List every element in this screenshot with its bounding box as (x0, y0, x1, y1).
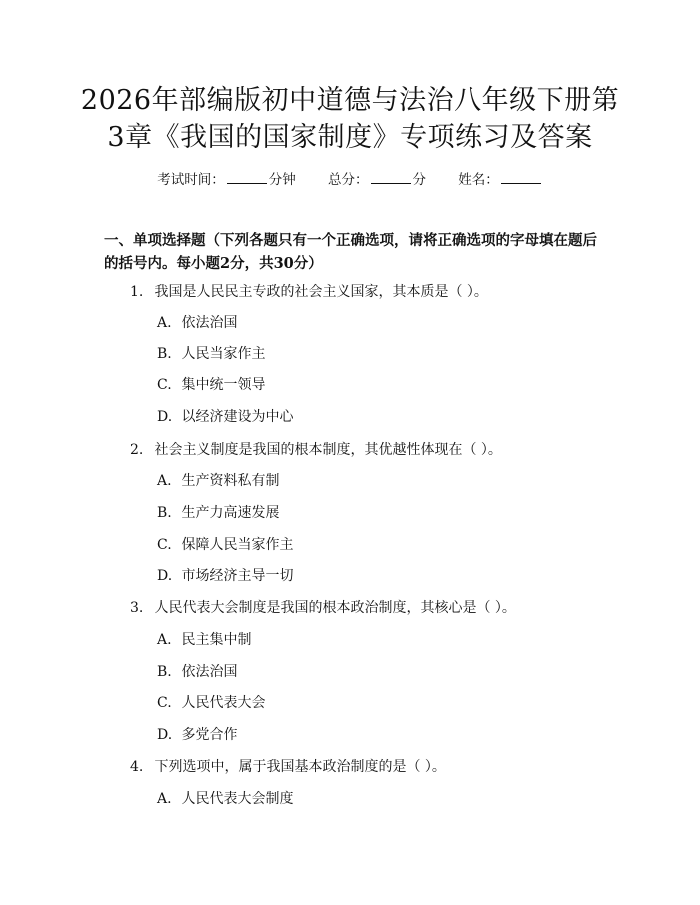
option-text: 以经济建设为中心 (181, 409, 294, 425)
question-3-option-d (157, 725, 237, 745)
question-4 (130, 757, 446, 777)
student-name-blank (501, 169, 541, 184)
question-2 (130, 440, 502, 460)
option-letter: D. (157, 568, 173, 584)
option-letter: B. (157, 346, 172, 362)
question-1-option-b (157, 344, 265, 364)
option-text: 市场经济主导一切 (181, 568, 294, 584)
question-1 (130, 282, 488, 302)
total-score-label: 总分： (328, 172, 369, 188)
option-text: 人民代表大会制度 (181, 791, 294, 807)
question-text: 我国是人民民主专政的社会主义国家，其本质是（ ）。 (154, 284, 488, 300)
question-3-option-c (157, 693, 265, 713)
option-text: 多党合作 (181, 727, 238, 743)
option-text: 生产资料私有制 (181, 473, 280, 489)
student-name-field (458, 169, 543, 190)
question-number: 4. (130, 759, 144, 775)
exam-time-blank (227, 169, 267, 184)
question-3-option-a (157, 630, 251, 650)
option-letter: A. (157, 632, 172, 648)
option-letter: B. (157, 664, 172, 680)
document-title-line-2: 3章《我国的国家制度》专项练习及答案 (107, 122, 593, 153)
question-4-option-a (157, 789, 293, 809)
total-score-unit: 分 (412, 172, 426, 188)
option-text: 人民代表大会 (181, 695, 266, 711)
student-name-label: 姓名： (458, 172, 499, 188)
question-number: 2. (130, 442, 144, 458)
option-letter: C. (157, 537, 172, 553)
question-1-option-c (157, 375, 265, 395)
question-3-option-b (157, 662, 237, 682)
document-title-line-1: 2026年部编版初中道德与法治八年级下册第 (80, 85, 620, 116)
question-2-option-b (157, 503, 279, 523)
total-score-field (328, 169, 426, 190)
option-text: 集中统一领导 (181, 377, 266, 393)
question-text: 下列选项中，属于我国基本政治制度的是（ ）。 (154, 759, 446, 775)
exam-time-label: 考试时间： (157, 172, 225, 188)
option-text: 依法治国 (181, 664, 238, 680)
exam-time-field (157, 169, 296, 190)
option-letter: A. (157, 473, 172, 489)
option-text: 依法治国 (181, 315, 238, 331)
question-3 (130, 598, 516, 618)
question-number: 3. (130, 600, 144, 616)
option-letter: D. (157, 409, 173, 425)
option-letter: D. (157, 727, 173, 743)
question-2-option-d (157, 566, 293, 586)
option-text: 人民当家作主 (181, 346, 266, 362)
question-1-option-a (157, 313, 237, 333)
exam-time-unit: 分钟 (268, 172, 296, 188)
question-text: 人民代表大会制度是我国的根本政治制度，其核心是（ ）。 (154, 600, 516, 616)
question-2-option-c (157, 535, 293, 555)
option-letter: B. (157, 505, 172, 521)
question-2-option-a (157, 471, 279, 491)
total-score-blank (371, 169, 411, 184)
option-letter: C. (157, 377, 172, 393)
exam-info-line (0, 169, 700, 190)
option-text: 保障人民当家作主 (181, 537, 294, 553)
option-letter: C. (157, 695, 172, 711)
option-letter: A. (157, 315, 172, 331)
question-number: 1. (130, 284, 144, 300)
question-1-option-d (157, 407, 293, 427)
option-text: 生产力高速发展 (181, 505, 280, 521)
section-heading: 一、单项选择题（下列各题只有一个正确选项，请将正确选项的字母填在题后的括号内。每小题2分，共30分） (104, 232, 597, 272)
option-letter: A. (157, 791, 172, 807)
question-text: 社会主义制度是我国的根本制度，其优越性体现在（ ）。 (154, 442, 502, 458)
option-text: 民主集中制 (181, 632, 252, 648)
